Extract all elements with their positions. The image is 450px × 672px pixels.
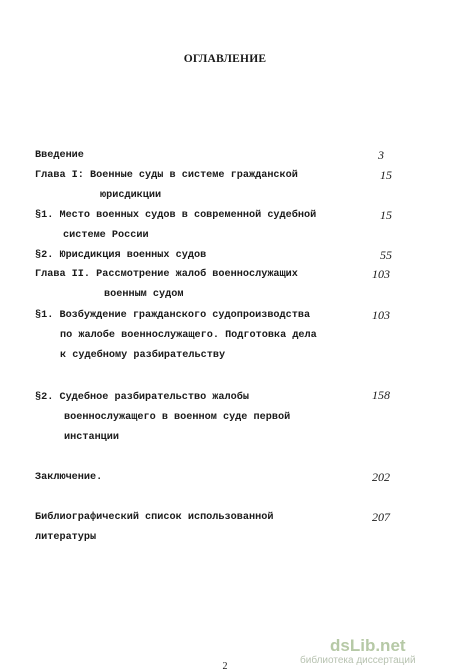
toc-entry-chapter-2-cont: военным судом xyxy=(104,289,184,300)
toc-entry-ch2-sec2-cont2: инстанции xyxy=(64,432,120,443)
toc-page-ch2-sec1: 103 xyxy=(372,308,390,322)
toc-entry-bibliography: Библиографический список использованной xyxy=(35,512,274,523)
toc-entry-ch2-sec1-cont: по жалобе военнослужащего. Подготовка дела xyxy=(60,330,317,341)
toc-page-bibliography: 207 xyxy=(372,510,390,524)
toc-page-chapter-1: 15 xyxy=(380,168,392,182)
toc-entry-ch1-sec2: §2. Юрисдикция военных судов xyxy=(35,250,207,261)
toc-entry-chapter-2: Глава II. Рассмотрение жалоб военнослужащих xyxy=(35,269,298,280)
toc-page-introduction: 3 xyxy=(378,148,384,162)
toc-entry-ch2-sec1: §1. Возбуждение гражданского судопроизводства xyxy=(35,310,311,321)
toc-entry-chapter-1-cont: юрисдикции xyxy=(100,190,162,201)
toc-entry-conclusion: Заключение. xyxy=(35,472,103,483)
toc-page-chapter-2: 103 xyxy=(372,267,390,281)
page-number: 2 xyxy=(222,661,228,672)
toc-page-ch2-sec2: 158 xyxy=(372,388,390,402)
watermark-logo: dsLib.net xyxy=(330,636,406,655)
toc-page-conclusion: 202 xyxy=(372,470,390,484)
toc-entry-introduction: Введение xyxy=(35,150,84,161)
watermark-tagline: библиотека диссертаций xyxy=(300,655,416,666)
toc-entry-bibliography-cont: литературы xyxy=(35,532,97,543)
toc-entry-ch2-sec2-cont: военнослужащего в военном суде первой xyxy=(64,412,291,423)
toc-page-ch1-sec2: 55 xyxy=(380,248,392,262)
toc-entry-ch2-sec1-cont2: к судебному разбирательству xyxy=(60,350,226,361)
toc-heading: ОГЛАВЛЕНИЕ xyxy=(183,53,267,65)
toc-entry-ch1-sec1-cont: системе России xyxy=(63,230,149,241)
toc-entry-chapter-1: Глава I: Военные суды в системе гражданской xyxy=(35,170,298,181)
toc-page-ch1-sec1: 15 xyxy=(380,208,392,222)
toc-entry-ch1-sec1: §1. Место военных судов в современной судебной xyxy=(35,210,317,221)
toc-entry-ch2-sec2: §2. Судебное разбирательство жалобы xyxy=(35,392,249,403)
